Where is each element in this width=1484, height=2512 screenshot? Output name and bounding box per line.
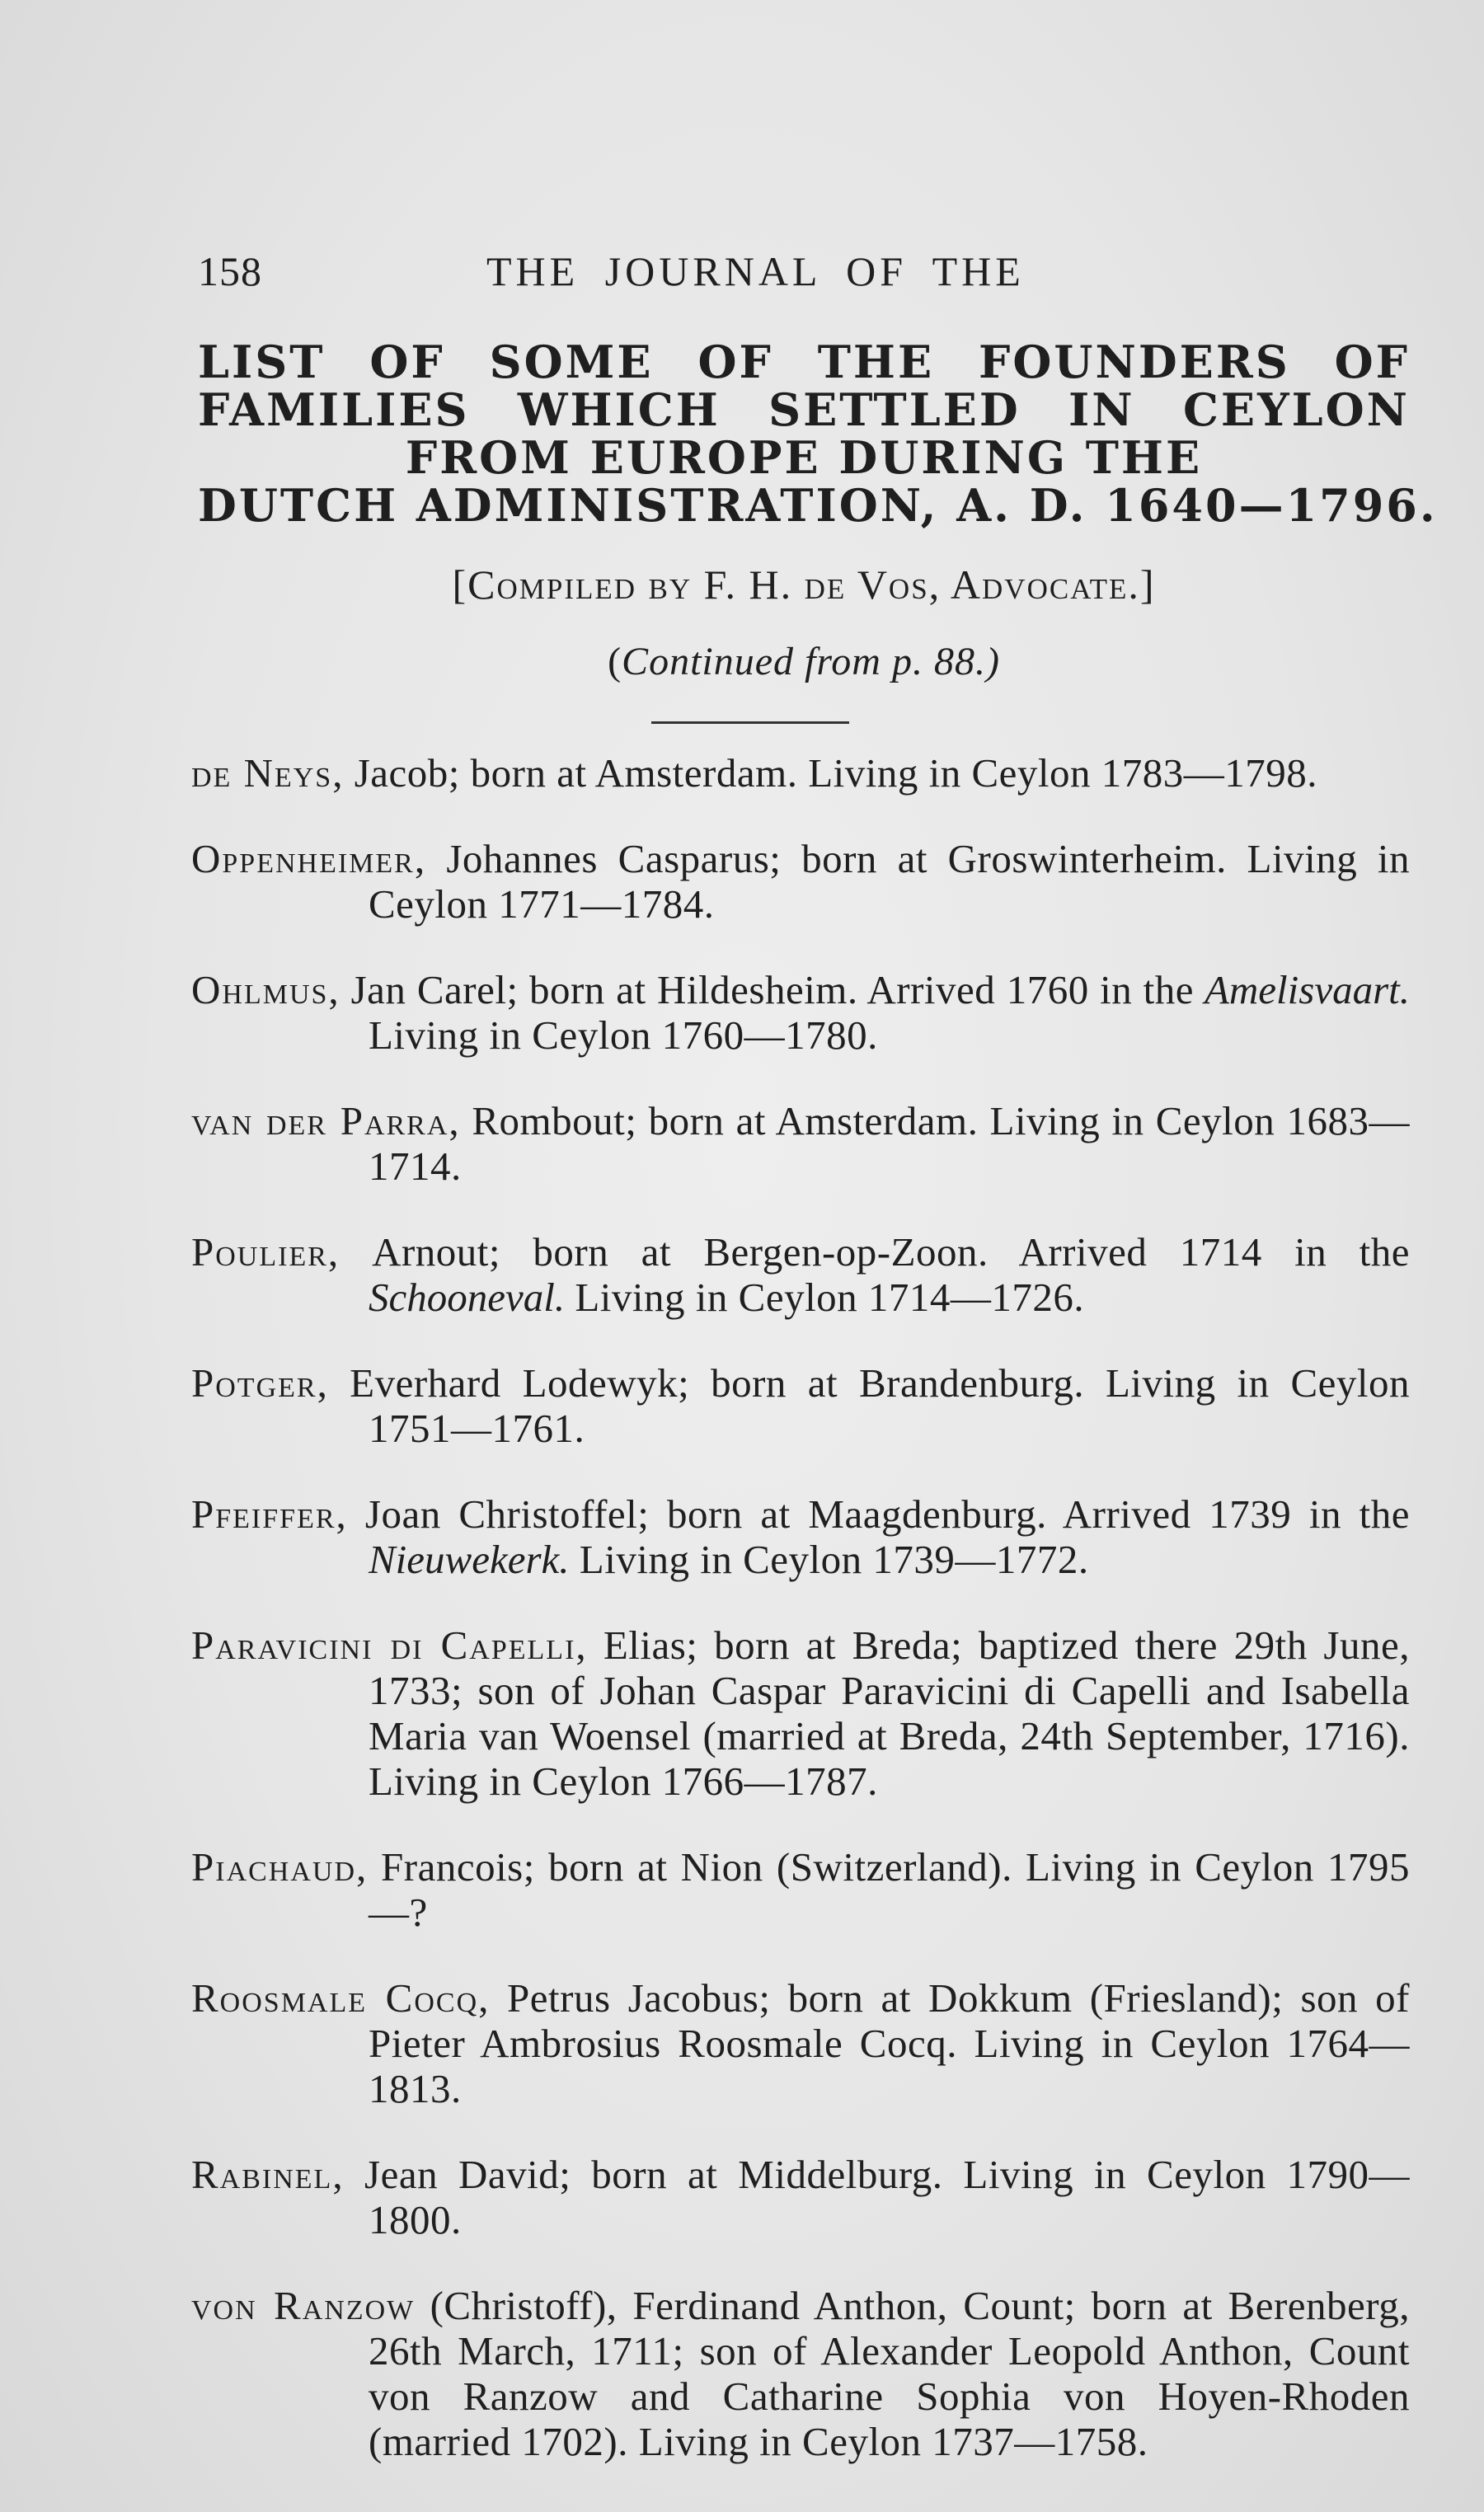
entry-text: Jacob; born at Amsterdam. Living in Ceylon 1783—1798. xyxy=(354,750,1318,796)
list-item xyxy=(191,1491,1410,1582)
entry-text: Joan Christoffel; born at Maagdenburg. Arrived 1739 in the xyxy=(364,1491,1411,1537)
page-number: 158 xyxy=(198,248,262,294)
journal-title: THE JOURNAL OF THE xyxy=(486,248,1025,294)
entry-text: Petrus Jacobus; born at Dokkum (Friesland); son of Pieter Ambrosius Roosmale Cocq. Living in Ceylon 1764—1813. xyxy=(369,1975,1410,2111)
entry-text: Elias; born at Breda; baptized there 29th June, 1733; son of Johan Caspar Paravicini di Capelli and Isabella Maria van Woensel (married at Breda, 24th September, 1716). Living in Ceylon 1766—1787. xyxy=(369,1622,1410,1804)
title-line: LIST OF SOME OF THE FOUNDERS OF xyxy=(198,336,1410,388)
list-item xyxy=(191,967,1410,1058)
ship-name: Amelisvaart. xyxy=(1204,967,1411,1012)
entry-text: Johannes Casparus; born at Groswinterheim. Living in Ceylon 1771—1784. xyxy=(369,836,1411,927)
compiled-by-line: [Compiled by F. H. de Vos, Advocate.] xyxy=(452,561,1156,608)
entry-surname: Ohlmus, xyxy=(191,967,340,1012)
running-head xyxy=(198,247,1105,305)
entry-surname: Pfeiffer, xyxy=(191,1491,348,1537)
entry-surname: Paravicini di Capelli, xyxy=(191,1622,588,1668)
entry-surname: van der Parra, xyxy=(191,1098,461,1143)
entry-text-after: Living in Ceylon 1739—1772. xyxy=(579,1537,1089,1582)
list-item xyxy=(191,1098,1410,1189)
entry-surname: de Neys, xyxy=(191,750,345,796)
continued-page-ref: p. 88.) xyxy=(891,640,1000,683)
continued-note xyxy=(198,639,1410,684)
entry-surname: Oppenheimer, xyxy=(191,836,427,881)
entry-text: Rombout; born at Amsterdam. Living in Ceylon 1683—1714. xyxy=(369,1098,1410,1189)
list-item xyxy=(191,1975,1410,2111)
list-item xyxy=(191,1622,1410,1804)
entry-surname: von Ranzow xyxy=(191,2283,416,2328)
list-item xyxy=(191,750,1410,796)
list-item xyxy=(191,2152,1410,2242)
title-line: FAMILIES WHICH SETTLED IN CEYLON xyxy=(198,383,1410,436)
list-item xyxy=(191,2283,1410,2464)
entry-surname: Piachaud, xyxy=(191,1844,369,1890)
continued-open-paren: ( xyxy=(608,640,622,683)
entry-text-after: Living in Ceylon 1760—1780. xyxy=(369,1012,878,1058)
entry-text: Jan Carel; born at Hildesheim. Arrived 1760 in the xyxy=(350,967,1195,1012)
ship-name: Schooneval. xyxy=(369,1275,566,1320)
list-item xyxy=(191,1844,1410,1935)
article-title xyxy=(198,336,1438,532)
entry-text: Everhard Lodewyk; born at Brandenburg. Living in Ceylon 1751—1761. xyxy=(350,1360,1410,1451)
entry-surname: Rabinel, xyxy=(191,2152,345,2197)
entries-list xyxy=(191,750,1410,2475)
list-item xyxy=(191,1229,1410,1320)
divider-rule xyxy=(651,721,849,724)
continued-text: Continued from xyxy=(622,640,881,683)
entry-surname: Potger, xyxy=(191,1360,329,1406)
list-item xyxy=(191,1360,1410,1451)
entry-surname: Roosmale Cocq, xyxy=(191,1975,491,2021)
entry-text-after: Living in Ceylon 1714—1726. xyxy=(575,1275,1085,1320)
entry-text: Arnout; born at Bergen-op-Zoon. Arrived 1714 in the xyxy=(372,1229,1411,1275)
entry-text: Francois; born at Nion (Switzerland). Living in Ceylon 1795—? xyxy=(369,1844,1410,1935)
list-item xyxy=(191,836,1410,927)
title-line: FROM EUROPE DURING THE xyxy=(405,431,1203,484)
entry-text: (Christoff), Ferdinand Anthon, Count; born at Berenberg, 26th March, 1711; son of Alexander Leopold Anthon, Count von Ranzow and Catharine Sophia von Hoyen-Rhoden (married 1702). Living in Ceylon 1737—1758. xyxy=(369,2283,1410,2464)
ship-name: Nieuwekerk. xyxy=(369,1537,570,1582)
entry-surname: Poulier, xyxy=(191,1229,340,1275)
title-line: DUTCH ADMINISTRATION, A. D. 1640—1796. xyxy=(198,479,1438,532)
entry-text: Jean David; born at Middelburg. Living in Ceylon 1790—1800. xyxy=(364,2152,1410,2242)
